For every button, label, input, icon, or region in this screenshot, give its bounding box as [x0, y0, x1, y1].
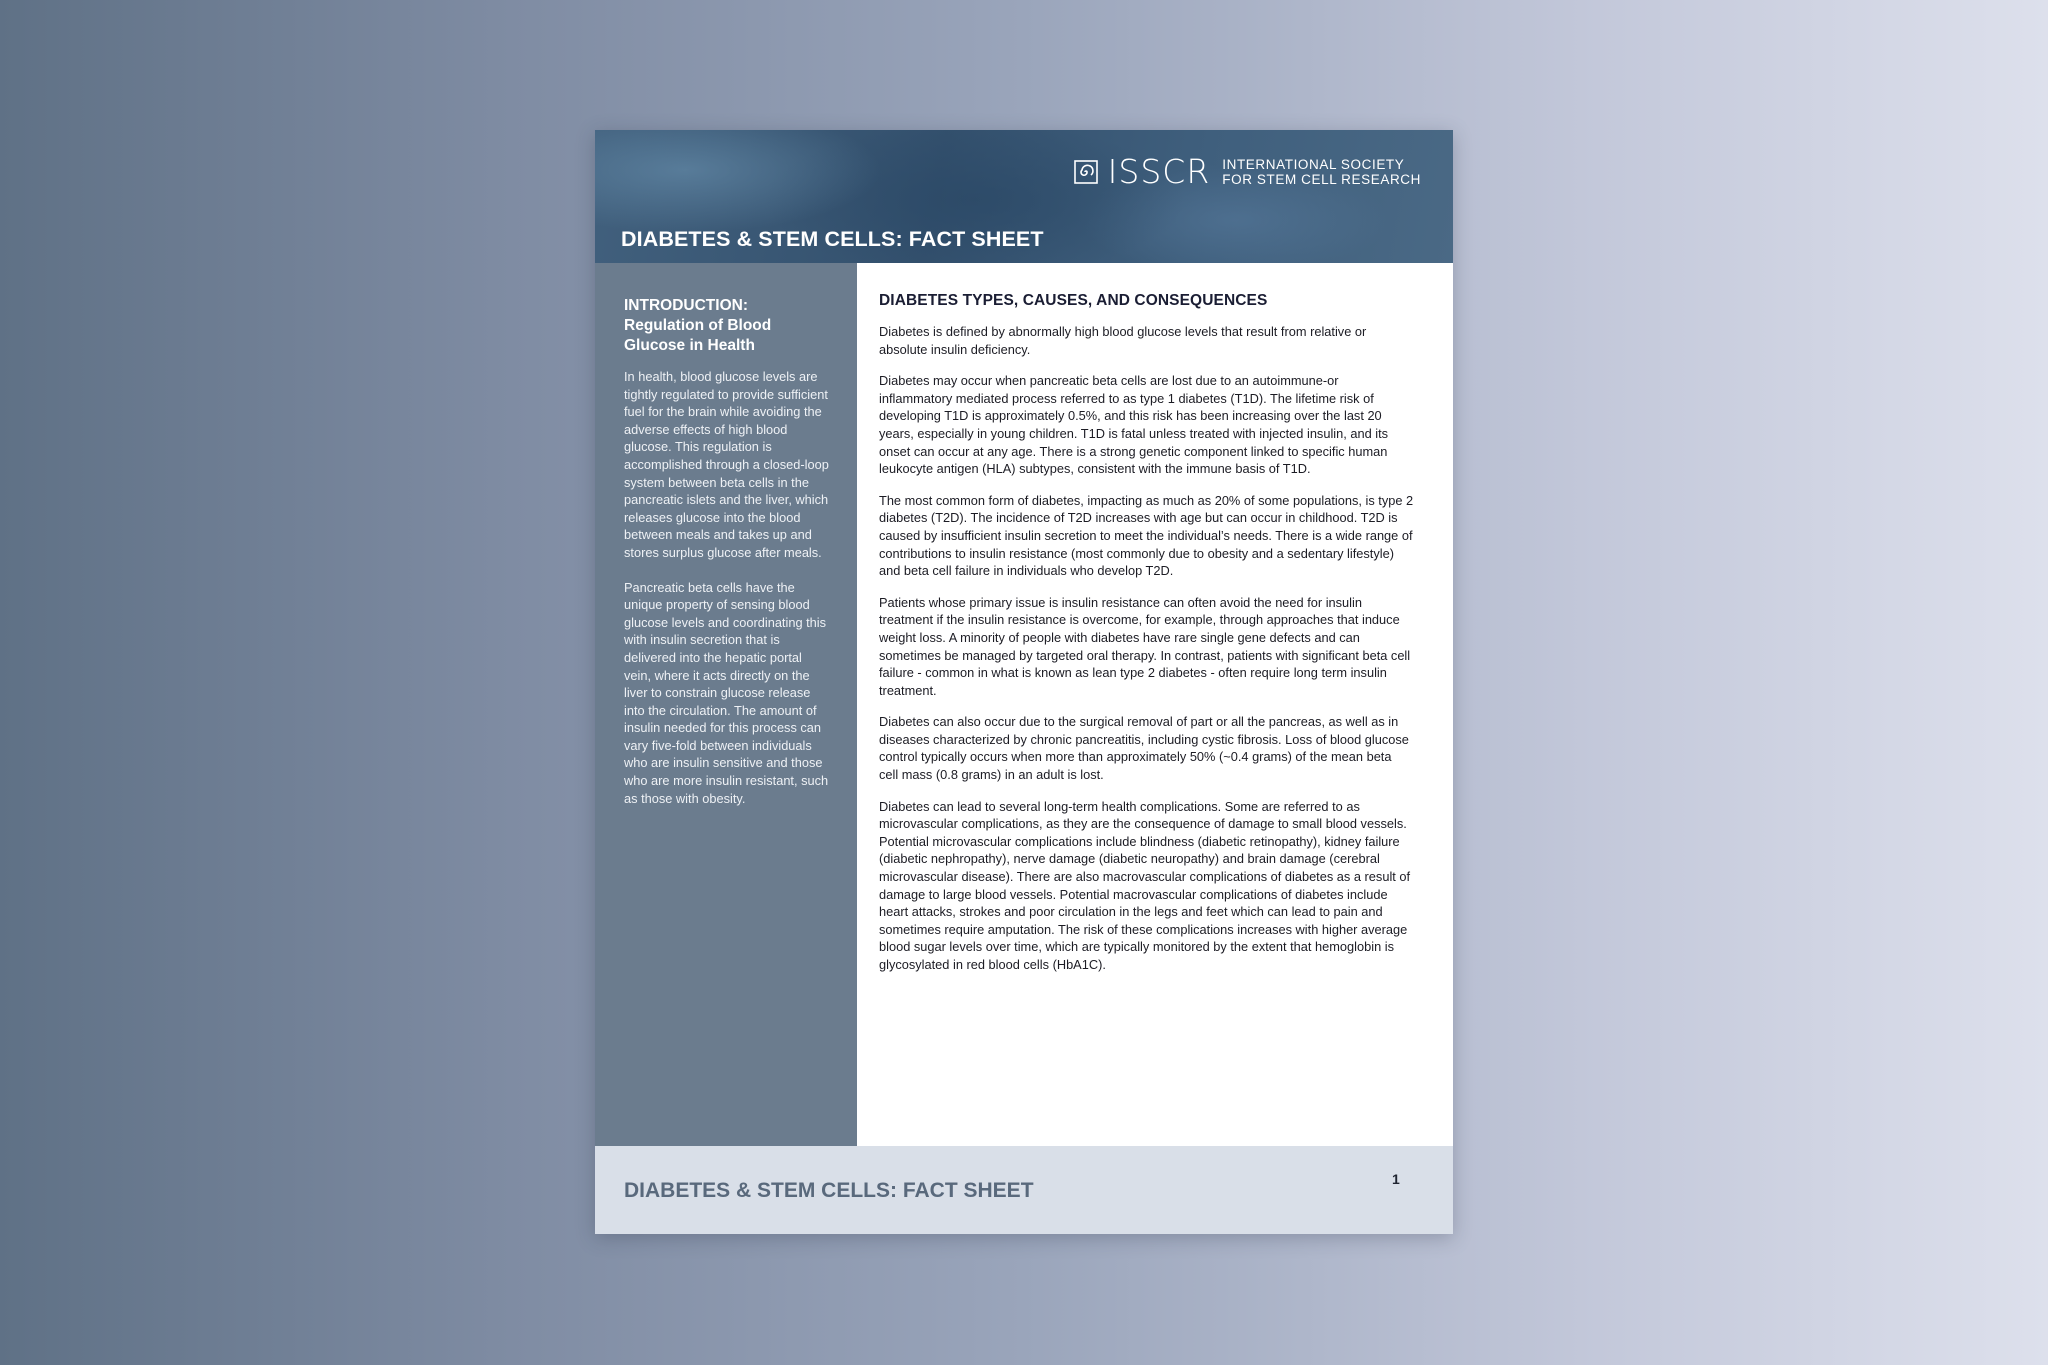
footer-title: DIABETES & STEM CELLS: FACT SHEET: [624, 1179, 1034, 1202]
main-content: [879, 292, 1414, 988]
logo-wordmark: ISSCR: [1107, 152, 1211, 191]
isscr-logo: [1074, 152, 1421, 191]
logo-tagline: [1222, 157, 1421, 187]
body-paragraph: The most common form of diabetes, impacting as much as 20% of some populations, is type 2 diabetes (T2D). The incidence of T2D increases with age but can occur in childhood. T2D is caused by insufficient insulin secretion to meet the individual’s needs. There is a wide range of contributions to insulin resistance (most commonly due to obesity and a sedentary lifestyle) and beta cell failure in individuals who develop T2D.: [879, 492, 1414, 579]
sidebar-heading: [624, 296, 829, 356]
page-title: DIABETES & STEM CELLS: FACT SHEET: [621, 227, 1044, 251]
page-number: 1: [1392, 1171, 1400, 1187]
sidebar-paragraph: Pancreatic beta cells have the unique property of sensing blood glucose levels and coordinating this with insulin secretion that is delivered into the hepatic portal vein, where it acts directly on the liver to constrain glucose release into the circulation. The amount of insulin needed for this process can vary five-fold between individuals who are insulin sensitive and those who are more insulin resistant, such as those with obesity.: [624, 579, 829, 806]
body-paragraph: Diabetes can also occur due to the surgical removal of part or all the pancreas, as well as in diseases characterized by chronic pancreatitis, including cystic fibrosis. Loss of blood glucose control typically occurs when more than approximately 50% (~0.4 grams) of the mean beta cell mass (0.8 grams) in an adult is lost.: [879, 714, 1409, 783]
sidebar-paragraph: In health, blood glucose levels are tightly regulated to provide sufficient fuel for the brain while avoiding the adverse effects of high blood glucose. This regulation is accomplished through a closed-loop system between beta cells in the pancreatic islets and the liver, which releases glucose into the blood between meals and takes up and stores surplus glucose after meals.: [624, 369, 829, 560]
sidebar-panel: [595, 263, 857, 1176]
header-banner: [595, 130, 1453, 263]
section-heading: DIABETES TYPES, CAUSES, AND CONSEQUENCES: [879, 292, 1268, 309]
fact-sheet-page: [595, 130, 1453, 1234]
body-paragraph: Diabetes is defined by abnormally high blood glucose levels that result from relative or absolute insulin deficiency.: [879, 324, 1367, 357]
body-paragraph: Diabetes can lead to several long-term health complications. Some are referred to as microvascular complications, as they are the consequence of damage to small blood vessels. Potential microvascular complications include blindness (diabetic retinopathy), kidney failure (diabetic nephropathy), nerve damage (diabetic neuropathy) and brain damage (cerebral microvascular disease). There are also macrovascular complications of diabetes as a result of damage to large blood vessels. Potential macrovascular complications of diabetes include heart attacks, strokes and poor circulation in the legs and feet which can lead to pain and sometimes require amputation. The risk of these complications increases with higher average blood sugar levels over time, which are typically monitored by the extent that hemoglobin is glycosylated in red blood cells (HbA1C).: [879, 798, 1411, 972]
body-paragraph: Patients whose primary issue is insulin resistance can often avoid the need for insulin treatment if the insulin resistance is overcome, for example, through approaches that induce weight loss. A minority of people with diabetes have rare single gene defects and can sometimes be managed by targeted oral therapy. In contrast, patients with significant beta cell failure - common in what is known as lean type 2 diabetes - often require long term insulin treatment.: [879, 594, 1411, 698]
sidebar-heading-line3: Glucose in Health: [624, 337, 755, 354]
logo-tagline-line1: INTERNATIONAL SOCIETY: [1222, 156, 1405, 172]
logo-tagline-line2: FOR STEM CELL RESEARCH: [1222, 171, 1421, 187]
body-paragraph: Diabetes may occur when pancreatic beta cells are lost due to an autoimmune-or inflammatory mediated process referred to as type 1 diabetes (T1D). The lifetime risk of developing T1D is approximately 0.5%, and this risk has been increasing over the last 20 years, especially in young children. T1D is fatal unless treated with injected insulin, and its onset can occur at any age. There is a strong genetic component linked to specific human leukocyte antigen (HLA) subtypes, consistent with the immune basis of T1D.: [879, 373, 1389, 477]
sidebar-heading-line2: Regulation of Blood: [624, 317, 772, 334]
isscr-spiral-icon: [1074, 160, 1098, 184]
sidebar-content: [624, 296, 829, 824]
sidebar-heading-line1: INTRODUCTION:: [624, 297, 748, 314]
page-footer: [595, 1146, 1453, 1234]
